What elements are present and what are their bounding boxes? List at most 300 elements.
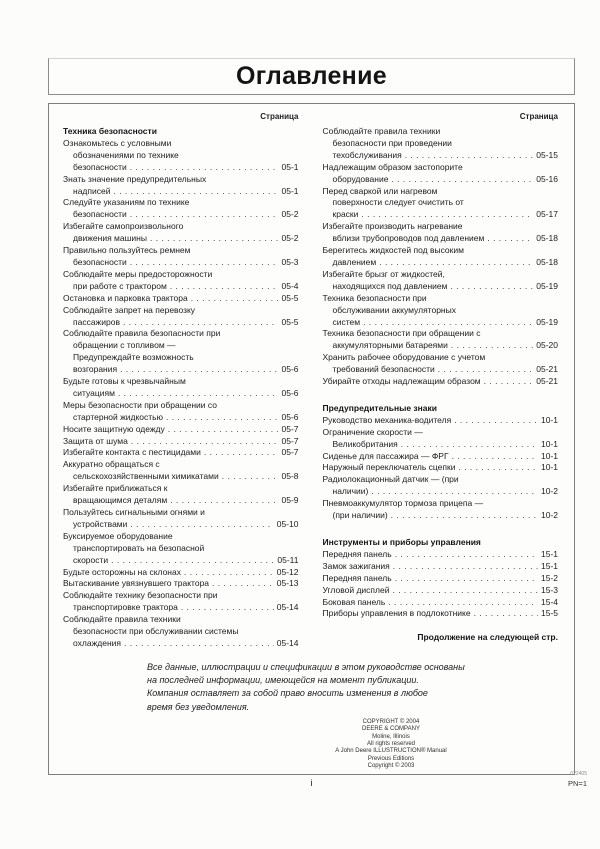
entry-text: Передняя панель [322,548,392,559]
toc-entry-line [323,352,559,364]
entry-page-number: 10-1 [540,438,558,449]
entry-text: транспортировать на безопасной [73,542,205,553]
toc-entry-line [63,626,299,638]
toc-entry [323,221,559,245]
disclaimer-line: время без уведомления. [147,701,250,712]
toc-entry-line [323,364,559,376]
section-heading: Предупредительные знаки [322,402,437,413]
toc-entry [63,567,299,579]
toc-entry [63,531,299,567]
toc-entry-line [63,471,299,483]
entry-page-number: 05-18 [536,256,558,267]
toc-section [323,537,559,620]
entry-text: сельскохозяйственными химикатами [73,471,219,482]
entry-page-number: 05-7 [281,435,299,446]
entry-text: Соблюдайте правила техники [63,614,181,625]
entry-text: вращающимся деталям [73,495,168,506]
entry-text: Предупреждайте возможность [73,352,194,363]
entry-text: Остановка и парковка трактора [63,292,188,303]
entry-page-number: 05-9 [281,495,299,506]
entry-page-number: 15-3 [540,584,558,595]
entry-page-number: 10-2 [540,486,558,497]
dot-leader [438,364,533,376]
entry-text: Соблюдайте правила безопасности при [63,328,221,339]
toc-entry [63,221,299,245]
toc-entry-line [63,459,299,471]
entry-text: Техника безопасности при [322,292,427,303]
toc-entry [323,376,559,388]
entry-page-number: 05-19 [536,316,558,327]
copyright-line: Previous Editions [367,755,415,762]
dot-leader [458,462,538,474]
dot-leader [484,376,534,388]
dot-leader [454,415,538,427]
entry-page-number: 15-2 [540,572,558,583]
entry-text: Ограничение скорости — [322,426,423,437]
toc-entry-line [63,364,299,376]
dot-leader [123,317,279,329]
disclaimer-line: Все данные, иллюстрации и спецификации в этом руководстве основаны [147,661,465,672]
toc-entry-line [323,197,559,209]
toc-entry-line [63,352,299,364]
entry-page-number: 15-1 [540,548,558,559]
toc-entry-line [323,126,559,138]
toc-entry-line [63,197,299,209]
entry-page-number: 05-2 [281,233,299,244]
column-header-page: Страница [519,112,558,121]
entry-text: Руководство механика-водителя [322,414,452,425]
toc-left-column [63,112,299,650]
toc-entry-line [323,549,559,561]
entry-text: Пневмоаккумулятор тормоза прицепа — [322,498,484,509]
dot-leader [391,174,533,186]
dot-leader [451,340,533,352]
dot-leader [120,364,278,376]
entry-page-number: 15-4 [540,596,558,607]
dot-leader [391,510,538,522]
dot-leader [191,293,279,305]
toc-entry-line [63,412,299,424]
toc-entry-line [323,269,559,281]
dot-leader [393,561,538,573]
entry-text: Избегайте контакта с пестицидами [63,447,201,458]
dot-leader [392,585,538,597]
toc-entry-line [63,614,299,626]
copyright-line: Moline, Illinois [372,733,410,740]
toc-entry-line [63,269,299,281]
entry-text: (при наличии) [332,510,388,521]
entry-text: Вытаскивание увязнувшего трактора [63,578,210,589]
toc-entry [323,269,559,293]
entry-text: Соблюдайте запрет на перевозку [63,304,196,315]
dot-leader [361,209,533,221]
toc-entry-line [323,608,559,620]
toc-entry-line [63,578,299,590]
entry-text: Избегайте самопроизвольного [63,221,184,232]
entry-text: наличии) [332,486,369,497]
entry-page-number: 05-11 [277,554,299,565]
entry-text: Правильно пользуйтесь ремнем [63,245,191,256]
continuation-note: Продолжение на следующей стр. [417,632,558,643]
entry-page-number: 05-18 [536,233,558,244]
toc-entry-line [323,597,559,609]
entry-page-number: 05-16 [536,173,558,184]
entry-text: оборудование [332,173,389,184]
entry-page-number: 10-1 [540,450,558,461]
entry-text: безопасности [73,161,127,172]
folio-page-number: i [310,778,313,788]
toc-entry-line [63,436,299,448]
entry-text: безопасности при проведении [332,137,452,148]
dot-leader [222,471,279,483]
dot-leader [363,317,533,329]
toc-entry-line [63,138,299,150]
toc-entry-line [63,328,299,340]
entry-text: стартерной жидкостью [73,411,163,422]
toc-entry-line [63,305,299,317]
toc-entry-line [323,233,559,245]
toc-entry-line [63,186,299,198]
entry-text: Радиолокационный датчик — (при [322,474,459,485]
toc-entry [63,507,299,531]
dot-leader [131,436,279,448]
entry-text: Ознакомьтесь с условными [63,137,172,148]
toc-content-box [48,103,575,775]
toc-entry-line [63,638,299,650]
dot-leader [150,233,278,245]
toc-entry [63,245,299,269]
copyright-line: A John Deere ILLUSTRUCTION® Manual [335,748,447,755]
dot-leader [113,186,278,198]
toc-entry-line [323,462,559,474]
entry-text: Боковая панель [322,596,386,607]
entry-page-number: 05-10 [276,518,299,529]
toc-section [323,403,559,522]
entry-page-number: 05-6 [281,387,299,398]
toc-entry-line [323,305,559,317]
toc-entry-line [323,174,559,186]
entry-page-number: 10-2 [540,510,558,521]
toc-entry [323,585,559,597]
entry-text: Избегайте приближаться к [63,483,168,494]
toc-entry-line [323,561,559,573]
toc-entry [63,578,299,590]
dot-leader [184,567,274,579]
entry-page-number: 15-1 [540,560,558,571]
toc-entry [323,462,559,474]
toc-section [63,126,299,650]
toc-entry-line [323,474,559,486]
dot-leader [166,412,279,424]
dot-leader [388,597,538,609]
toc-entry-line [63,293,299,305]
toc-entry [63,436,299,448]
toc-entry [323,427,559,451]
toc-entry-line [63,221,299,233]
toc-entry [323,352,559,376]
entry-text: Следуйте указаниям по технике [63,197,190,208]
entry-text: обращении с топливом — [73,340,176,351]
entry-text: Избегайте брызг от жидкостей, [322,268,445,279]
entry-text: Берегитесь жидкостей под высоким [322,245,464,256]
entry-text: Защита от шума [63,435,128,446]
entry-text: транспортировке трактора [73,602,178,613]
entry-page-number: 05-17 [536,209,558,220]
entry-page-number: 05-1 [281,161,299,172]
entry-page-number: 05-5 [281,292,299,303]
entry-text: Избегайте производить нагревание [322,221,463,232]
dot-leader [450,281,533,293]
toc-entry [63,447,299,459]
entry-text: скорости [73,554,109,565]
entry-page-number: 05-12 [276,566,299,577]
toc-entry-line [323,221,559,233]
toc-entry-line [63,162,299,174]
entry-text: находящихся под давлением [332,280,448,291]
entry-text: безопасности [73,209,127,220]
toc-entry-line [63,209,299,221]
toc-entry-line [63,245,299,257]
toc-entry-line [63,567,299,579]
toc-entry-line [63,281,299,293]
toc-entry-line [323,573,559,585]
entry-page-number: 05-1 [281,185,299,196]
dot-leader [130,162,279,174]
entry-text: надписей [73,185,111,196]
toc-entry [323,608,559,620]
dot-leader [111,555,274,567]
entry-text: Приборы управления в подлокотнике [322,608,471,619]
toc-entry-line [323,150,559,162]
column-header-page: Страница [260,112,299,121]
copyright-line: All rights reserved [366,740,416,747]
toc-entry-line [323,245,559,257]
entry-text: Убирайте отходы надлежащим образом [322,376,481,387]
toc-entry-line [63,519,299,531]
toc-entry [323,451,559,463]
toc-entry-line [63,257,299,269]
toc-entry-line [63,424,299,436]
toc-entry-line [63,174,299,186]
entry-page-number: 10-1 [540,462,558,473]
toc-entry [63,174,299,198]
dot-leader [487,233,533,245]
entry-text: техобслуживания [332,149,402,160]
pn-label: PN=1 [568,779,587,788]
toc-entry [63,269,299,293]
entry-text: давлением [332,256,377,267]
toc-entry-line [63,388,299,400]
toc-entry-line [323,186,559,198]
toc-entry-line [63,495,299,507]
toc-entry-line [63,543,299,555]
entry-text: безопасности [73,256,127,267]
toc-entry-line [323,439,559,451]
entry-text: аккумуляторными батареями [332,340,448,351]
entry-text: Пользуйтесь сигнальными огнями и [63,507,205,517]
dot-leader [452,451,538,463]
toc-entry-line [323,451,559,463]
toc-entry [323,415,559,427]
entry-text: Наружный переключатель сцепки [322,462,456,473]
entry-text: краски [332,209,359,220]
toc-entry-line [323,486,559,498]
entry-text: Будьте осторожны на склонах [63,566,181,577]
dot-leader [379,257,533,269]
entry-page-number: 05-21 [536,376,558,387]
entry-page-number: 05-5 [281,316,299,327]
entry-text: ситуациям [73,387,115,398]
dot-leader [474,608,538,620]
entry-page-number: 05-7 [281,447,299,458]
toc-entry-line [323,257,559,269]
toc-entry-line [63,590,299,602]
dot-leader [124,638,274,650]
toc-entry-line [63,507,299,519]
toc-entry [63,590,299,614]
page-title: Оглавление [236,62,387,90]
toc-entry [323,245,559,269]
copyright-line: Copyright © 2003 [367,762,415,769]
dot-leader [181,602,274,614]
entry-text: Замок зажигания [322,560,390,571]
entry-page-number: 05-3 [281,256,299,267]
entry-text: систем [332,316,361,327]
toc-entry [63,293,299,305]
entry-text: обслуживании аккумуляторных [332,304,456,315]
toc-entry-line [323,498,559,510]
disclaimer-line: Компания оставляет за собой право вносить изменения в любое [147,688,428,699]
toc-entry-line [323,328,559,340]
entry-text: Будьте готовы к чрезвычайным [63,376,186,387]
toc-entry [323,162,559,186]
dot-leader [118,388,279,400]
toc-entry-line [323,162,559,174]
dot-leader [170,281,279,293]
entry-text: поверхности следует очистить от [332,197,464,208]
entry-text: Соблюдайте правила техники [322,126,441,136]
entry-page-number: 05-13 [276,578,299,589]
entry-text: устройствами [73,518,128,529]
entry-text: требований безопасности [332,364,435,375]
dot-leader [130,209,279,221]
toc-entry [63,376,299,400]
toc-entry [323,561,559,573]
entry-page-number: 05-14 [276,637,299,648]
entry-text: Надлежащим образом застопорите [322,161,463,172]
entry-text: Угловой дисплей [322,584,390,595]
print-date-code: 022405 [570,771,587,777]
entry-text: Великобритания [332,438,398,449]
toc-entry-line [323,281,559,293]
toc-entry-line [323,293,559,305]
toc-entry-line [63,150,299,162]
toc-entry-line [323,415,559,427]
toc-entry [63,459,299,483]
toc-entry [323,597,559,609]
toc-entry [63,483,299,507]
toc-entry-line [63,400,299,412]
toc-entry [63,138,299,174]
toc-entry-line [323,209,559,221]
dot-leader [204,447,279,459]
toc-entry [63,197,299,221]
toc-entry-line [63,531,299,543]
toc-entry [63,328,299,376]
entry-text: обозначениями по технике [73,149,179,160]
entry-page-number: 05-6 [281,411,299,422]
toc-entry [323,293,559,329]
toc-entry-line [323,340,559,352]
entry-page-number: 05-21 [536,364,558,375]
entry-text: Хранить рабочее оборудование с учетом [322,352,486,363]
toc-right-column [323,112,559,650]
entry-text: Носите защитную одежду [63,423,165,434]
entry-page-number: 05-6 [281,364,299,375]
entry-page-number: 15-5 [540,608,558,619]
toc-entry-line [323,138,559,150]
section-heading: Инструменты и приборы управления [322,537,481,547]
copyright-line: DEERE & COMPANY [362,726,420,733]
entry-text: Передняя панель [322,572,392,583]
dot-leader [130,519,273,531]
dot-leader [395,573,538,585]
toc-entry-line [63,376,299,388]
toc-entry-line [323,376,559,388]
toc-entry [63,424,299,436]
toc-entry [323,549,559,561]
toc-entry [323,186,559,222]
toc-columns [63,112,558,650]
toc-entry [323,126,559,162]
entry-text: движения машины [73,233,147,244]
entry-text: Сиденье для пассажира — ФРГ [322,450,449,461]
dot-leader [405,150,534,162]
copyright-line: COPYRIGHT © 2004 [362,719,420,726]
toc-entry-line [323,427,559,439]
toc-entry [323,474,559,498]
dot-leader [130,257,279,269]
toc-entry-line [63,555,299,567]
entry-text: безопасности при обслуживании системы [73,626,239,637]
page-title-box [48,58,575,95]
entry-text: Соблюдайте меры предосторожности [63,268,213,279]
toc-entry [323,573,559,585]
entry-page-number: 10-1 [540,414,558,425]
entry-page-number: 05-14 [276,602,299,613]
dot-leader [395,549,538,561]
entry-page-number: 05-4 [281,280,299,291]
dot-leader [168,424,279,436]
dot-leader [401,439,538,451]
disclaimer-text [147,661,558,714]
toc-entry [323,498,559,522]
toc-entry [63,305,299,329]
toc-entry-line [63,317,299,329]
toc-entry-line [323,317,559,329]
section-heading: Техника безопасности [63,126,157,136]
dot-leader [371,486,538,498]
entry-page-number: 05-7 [281,423,299,434]
toc-entry-line [323,585,559,597]
entry-text: Знать значение предупредительных [63,173,207,184]
toc-entry [323,328,559,352]
dot-leader [170,495,278,507]
entry-text: Буксируемое оборудование [63,530,173,541]
toc-entry-line [63,447,299,459]
toc-entry-line [63,340,299,352]
entry-text: Перед сваркой или нагревом [322,185,438,196]
